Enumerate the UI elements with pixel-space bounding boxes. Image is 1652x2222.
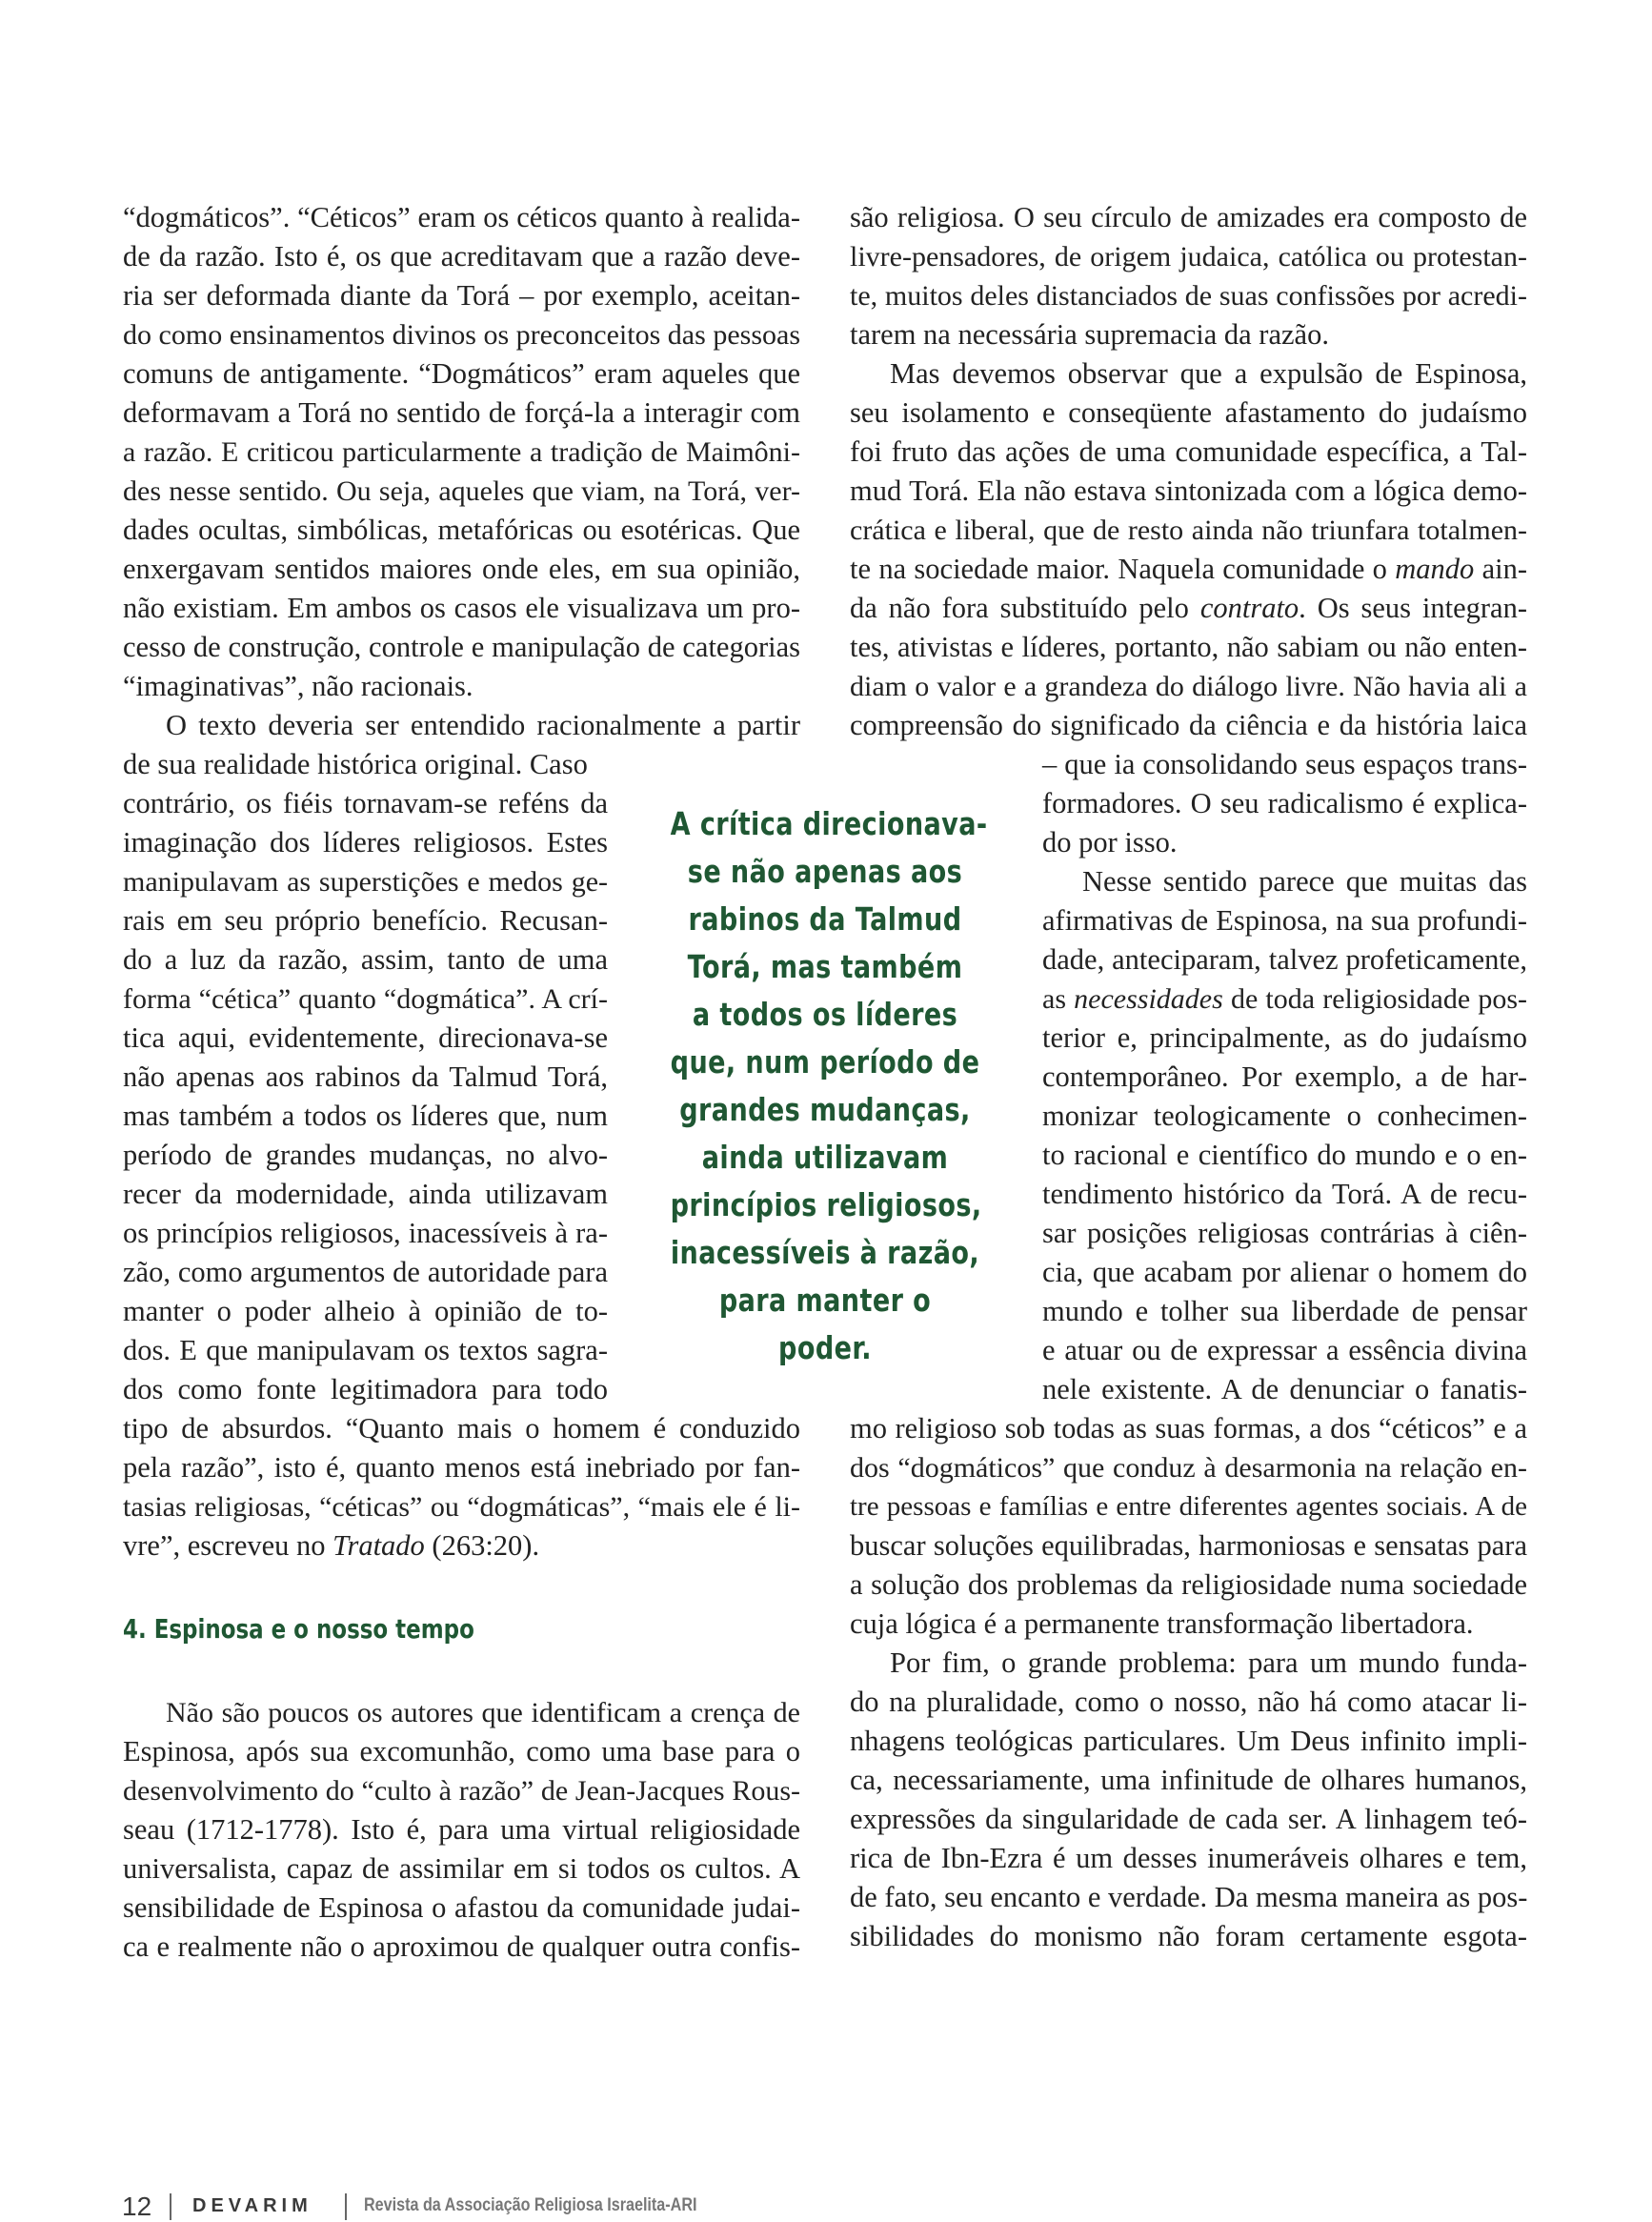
body-line: cia, que acabam por alienar o homem do xyxy=(1042,1256,1527,1288)
body-line: O texto deveria ser entendido racionalmente a partir xyxy=(166,709,800,741)
body-line: formadores. O seu radicalismo é explica- xyxy=(1042,787,1527,819)
body-line: dos como fonte legitimadora para todo xyxy=(123,1373,608,1405)
body-line: diam o valor e a grandeza do diálogo livre. Não havia ali a xyxy=(850,671,1527,702)
body-line: não existiam. Em ambos os casos ele visualizava um pro- xyxy=(123,592,800,624)
page-number: 12 xyxy=(122,2192,152,2221)
body-line: terior e, principalmente, as do judaísmo xyxy=(1042,1021,1527,1054)
body-line: ria ser deformada diante da Torá – por exemplo, aceitan- xyxy=(123,279,800,312)
body-line: Por fim, o grande problema: para um mundo funda- xyxy=(890,1646,1527,1679)
body-line: deformavam a Torá no sentido de forçá-la a interagir com xyxy=(123,396,800,429)
emphasis-term: necessidades xyxy=(1074,983,1223,1015)
body-line: crática e liberal, que de resto ainda não triunfara totalmen- xyxy=(850,515,1527,546)
footer-divider xyxy=(170,2193,171,2220)
magazine-brand: DEVARIM xyxy=(192,2195,312,2216)
body-line: contrário, os fiéis tornavam-se reféns da xyxy=(123,787,608,819)
body-line: mo religioso sob todas as suas formas, a dos “céticos” e a xyxy=(850,1412,1527,1444)
body-line: compreensão do significado da ciência e da história laica xyxy=(850,709,1527,741)
body-line: tica aqui, evidentemente, direcionava-se xyxy=(123,1021,608,1054)
body-text: de toda religiosidade pos- xyxy=(1222,983,1527,1015)
emphasis-term: contrato xyxy=(1199,592,1299,624)
body-text: (263:20). xyxy=(424,1529,540,1562)
body-line: do na pluralidade, como o nosso, não há como atacar li- xyxy=(850,1686,1527,1718)
body-line: “imaginativas”, não racionais. xyxy=(123,670,473,702)
body-line: e atuar ou de expressar a essência divina xyxy=(1042,1334,1527,1366)
body-line: do por isso. xyxy=(1042,826,1178,858)
pull-quote-line: rabinos da Talmud xyxy=(688,900,962,938)
body-line: manter o poder alheio à opinião de to- xyxy=(123,1295,608,1327)
body-line: forma “cética” quanto “dogmática”. A crí- xyxy=(123,983,608,1015)
body-line: rica de Ibn-Ezra é um desses inumeráveis olhares e tem, xyxy=(850,1842,1527,1874)
body-line: seu isolamento e conseqüente afastamento do judaísmo xyxy=(850,396,1527,429)
body-text: te na sociedade maior. Naquela comunidade o xyxy=(850,553,1396,585)
body-line: não apenas aos rabinos da Talmud Torá, xyxy=(123,1060,608,1093)
pull-quote-line: A crítica direcionava- xyxy=(670,805,988,842)
body-line: foi fruto das ações de uma comunidade específica, a Tal- xyxy=(850,435,1527,468)
body-line: sensibilidade de Espinosa o afastou da comunidade judai- xyxy=(123,1891,800,1924)
body-line: dades ocultas, simbólicas, metafóricas ou esotéricas. Que xyxy=(123,514,800,546)
body-line: nhagens teológicas particulares. Um Deus infinito impli- xyxy=(850,1725,1527,1757)
body-line: te, muitos deles distanciados de suas confissões por acredi- xyxy=(850,280,1527,312)
pull-quote-line: princípios religiosos, xyxy=(670,1186,982,1223)
body-line xyxy=(850,589,1527,628)
body-line: contemporâneo. Por exemplo, a de har- xyxy=(1042,1060,1527,1093)
body-line: mud Torá. Ela não estava sintonizada com a lógica demo- xyxy=(850,475,1527,507)
body-text: da não fora substituído pelo xyxy=(850,592,1200,624)
body-line: dade, anteciparam, talvez profeticamente, xyxy=(1042,943,1527,976)
body-line: dos. E que manipulavam os textos sagra- xyxy=(123,1334,608,1366)
pull-quote-line: inacessíveis à razão, xyxy=(670,1234,980,1271)
body-line: Mas devemos observar que a expulsão de Espinosa, xyxy=(890,357,1527,390)
body-line: desenvolvimento do “culto à razão” de Jean-Jacques Rous- xyxy=(123,1775,800,1807)
body-line: enxergavam sentidos maiores onde eles, em sua opinião, xyxy=(123,553,800,585)
body-line: dos “dogmáticos” que conduz à desarmonia na relação en- xyxy=(850,1452,1527,1484)
body-line: pela razão”, isto é, quanto menos está inebriado por fan- xyxy=(123,1451,800,1484)
body-line: tasias religiosas, “céticas” ou “dogmáticas”, “mais ele é li- xyxy=(123,1491,800,1523)
body-line: de da razão. Isto é, os que acreditavam que a razão deve- xyxy=(123,240,800,273)
body-line: sar posições religiosas contrárias à ciên- xyxy=(1042,1217,1527,1249)
body-line: buscar soluções equilibradas, harmoniosas e sensatas para xyxy=(850,1529,1527,1562)
body-line: recer da modernidade, ainda utilizavam xyxy=(123,1178,608,1210)
body-line: tes, ativistas e líderes, portanto, não sabiam ou não enten- xyxy=(850,631,1527,663)
body-line: Não são poucos os autores que identificam a crença de xyxy=(166,1697,800,1728)
pull-quote-line: ainda utilizavam xyxy=(701,1139,949,1176)
body-line: cesso de construção, controle e manipulação de categorias xyxy=(123,631,800,663)
body-line: livre-pensadores, de origem judaica, católica ou protestan- xyxy=(850,241,1527,273)
body-line: tendimento histórico da Torá. A de recu- xyxy=(1042,1178,1527,1210)
body-line: Espinosa, após sua excomunhão, como uma base para o xyxy=(123,1735,800,1768)
body-line: de fato, seu encanto e verdade. Da mesma maneira as pos- xyxy=(850,1881,1528,1913)
body-line: tarem na necessária supremacia da razão. xyxy=(850,318,1329,351)
body-line: afirmativas de Espinosa, na sua profundi- xyxy=(1042,904,1527,937)
body-line: Nesse sentido parece que muitas das xyxy=(1082,865,1527,898)
body-line: período de grandes mudanças, no alvo- xyxy=(123,1139,608,1171)
body-line: do a luz da razão, assim, tanto de uma xyxy=(123,943,608,976)
pull-quote xyxy=(670,800,988,1372)
body-line: to racional e científico do mundo e o en- xyxy=(1042,1139,1527,1171)
pull-quote-line: se não apenas aos xyxy=(687,853,963,890)
emphasis-term: mando xyxy=(1395,553,1475,585)
body-line: tipo de absurdos. “Quanto mais o homem é conduzido xyxy=(123,1412,800,1444)
body-text: vre”, escreveu no xyxy=(123,1529,333,1562)
body-line: mundo e tolher sua liberdade de pensar xyxy=(1042,1295,1527,1327)
body-line: tre pessoas e famílias e entre diferentes agentes sociais. A de xyxy=(850,1491,1527,1522)
body-line xyxy=(1042,980,1527,1019)
body-text: . Os seus integran- xyxy=(1299,592,1527,624)
pull-quote-line: Torá, mas também xyxy=(687,948,963,985)
body-line: – que ia consolidando seus espaços trans- xyxy=(1042,748,1527,780)
body-line: manipulavam as superstições e medos ge- xyxy=(123,866,608,898)
pull-quote-line: poder. xyxy=(778,1329,872,1366)
body-line: zão, como argumentos de autoridade para xyxy=(123,1256,608,1288)
pull-quote-line: que, num período de xyxy=(670,1043,980,1081)
section-heading: 4. Espinosa e o nosso tempo xyxy=(123,1613,474,1645)
body-line: monizar teologicamente o conhecimen- xyxy=(1042,1100,1527,1132)
body-text: ain- xyxy=(1474,553,1527,585)
body-line xyxy=(850,550,1527,589)
body-line: a solução dos problemas da religiosidade numa sociedade xyxy=(850,1568,1527,1601)
body-line: seau (1712-1778). Isto é, para uma virtual religiosidade xyxy=(123,1813,800,1846)
footer-divider xyxy=(345,2193,347,2220)
body-line: os princípios religiosos, inacessíveis à ra- xyxy=(123,1217,608,1249)
body-line: expressões da singularidade de cada ser. A linhagem teó- xyxy=(850,1803,1527,1835)
body-text: as xyxy=(1042,983,1075,1015)
pull-quote-line: grandes mudanças, xyxy=(679,1091,971,1128)
body-line: mas também a todos os líderes que, num xyxy=(123,1100,608,1132)
body-line: universalista, capaz de assimilar em si todos os cultos. A xyxy=(123,1852,800,1885)
body-line: sibilidades do monismo não foram certamente esgota- xyxy=(850,1920,1527,1952)
body-line: do como ensinamentos divinos os preconceitos das pessoas xyxy=(123,319,800,351)
body-line xyxy=(123,1526,800,1566)
magazine-subtitle: Revista da Associação Religiosa Israelita-ARI xyxy=(364,2195,697,2215)
body-line: ca, necessariamente, uma infinitude de olhares humanos, xyxy=(850,1764,1527,1796)
book-title: Tratado xyxy=(332,1529,425,1562)
body-line: nele existente. A de denunciar o fanatis- xyxy=(1042,1373,1527,1405)
pull-quote-line: para manter o xyxy=(718,1282,932,1319)
body-line: cuja lógica é a permanente transformação libertadora. xyxy=(850,1607,1474,1640)
body-line: são religiosa. O seu círculo de amizades era composto de xyxy=(850,201,1527,233)
body-line: rais em seu próprio benefício. Recusan- xyxy=(123,904,608,937)
body-line: imaginação dos líderes religiosos. Estes xyxy=(123,826,608,858)
body-line: des nesse sentido. Ou seja, aqueles que viam, na Torá, ver- xyxy=(123,475,800,507)
body-line: comuns de antigamente. “Dogmáticos” eram aqueles que xyxy=(123,357,800,390)
body-line: de sua realidade histórica original. Caso xyxy=(123,748,588,780)
body-line: “dogmáticos”. “Céticos” eram os céticos quanto à realida- xyxy=(123,201,800,233)
body-line: ca e realmente não o aproximou de qualquer outra confis- xyxy=(123,1930,800,1963)
body-line: a razão. E criticou particularmente a tradição de Maimôni- xyxy=(123,436,800,468)
pull-quote-line: a todos os líderes xyxy=(692,996,958,1033)
